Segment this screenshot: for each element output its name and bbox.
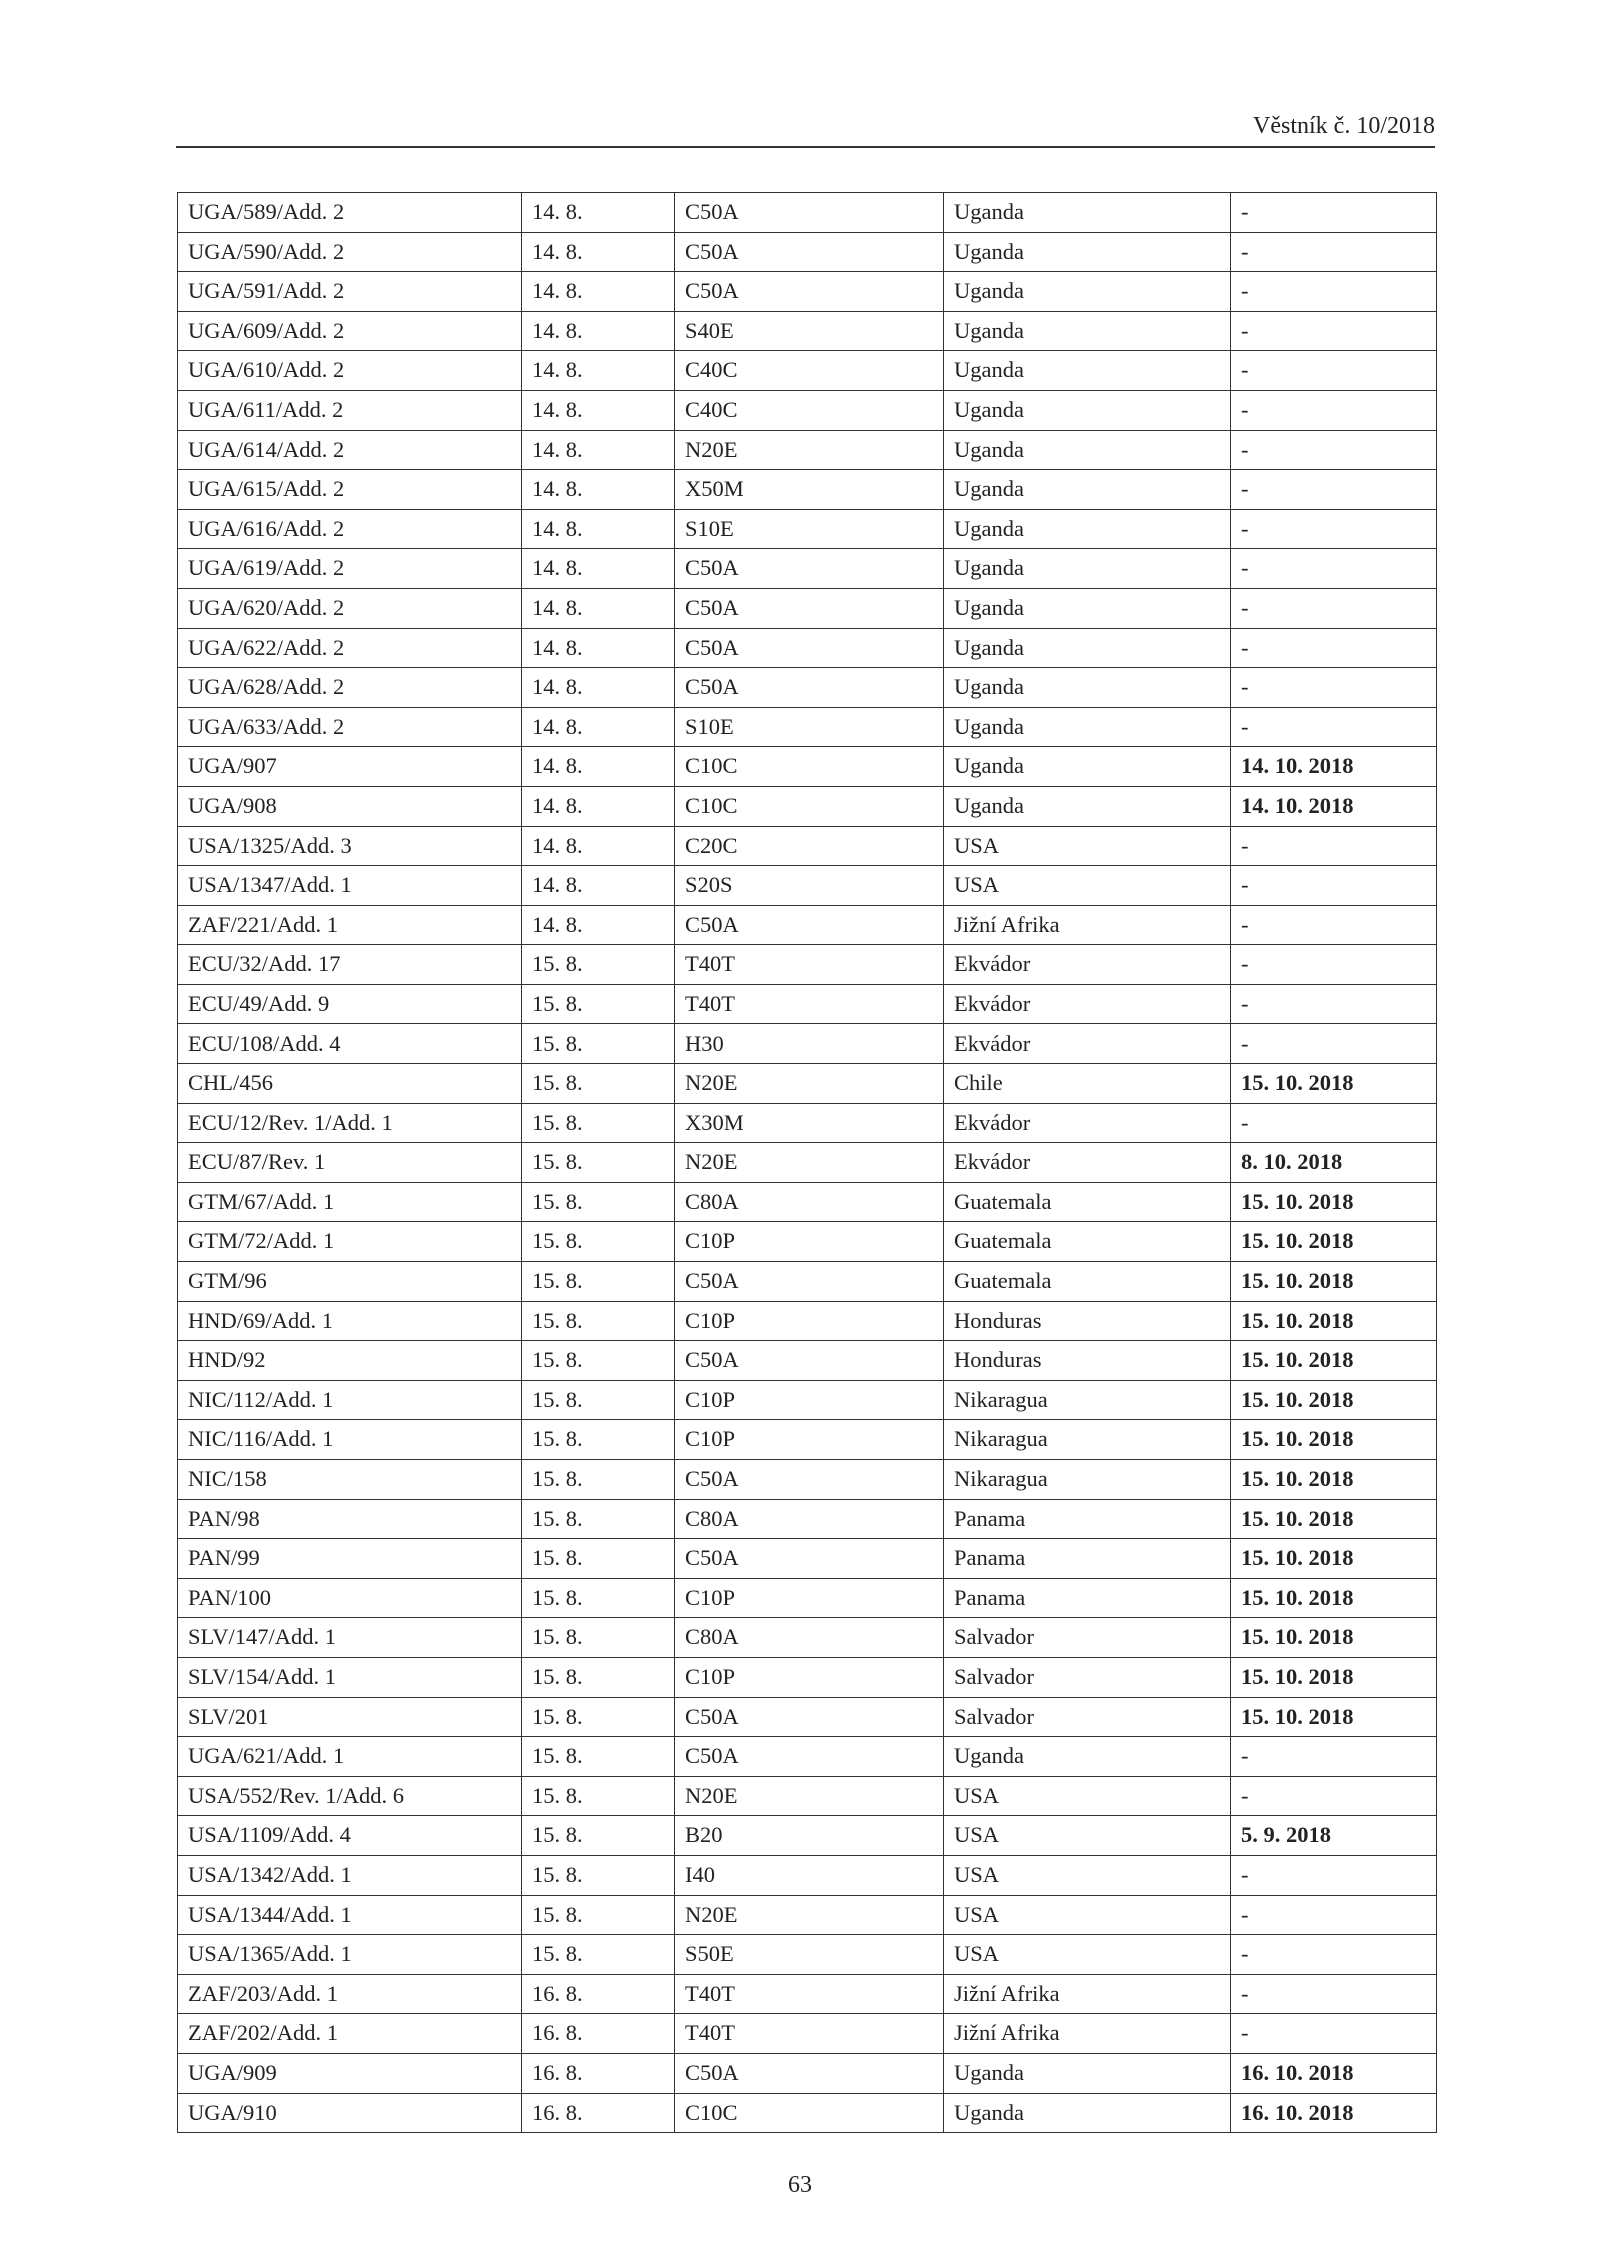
deadline-cell: - [1231,1103,1437,1143]
table-row [178,1697,1437,1737]
deadline-cell: 15. 10. 2018 [1231,1657,1437,1697]
code-cell: C10C [675,786,944,826]
code-cell: C50A [675,1262,944,1302]
page-header [176,112,1435,148]
code-cell: C10P [675,1578,944,1618]
date-cell: 15. 8. [522,1776,675,1816]
document-cell: ZAF/221/Add. 1 [178,905,522,945]
date-cell: 14. 8. [522,786,675,826]
document-cell: GTM/96 [178,1262,522,1302]
country-cell: Jižní Afrika [944,1974,1231,2014]
deadline-cell: - [1231,272,1437,312]
table-row [178,1578,1437,1618]
code-cell: T40T [675,2014,944,2054]
deadline-cell: 15. 10. 2018 [1231,1420,1437,1460]
document-cell: UGA/620/Add. 2 [178,588,522,628]
table-row [178,1499,1437,1539]
date-cell: 15. 8. [522,1262,675,1302]
table-row [178,1776,1437,1816]
code-cell: X30M [675,1103,944,1143]
table-row [178,1262,1437,1302]
table-row [178,1420,1437,1460]
document-cell: ZAF/203/Add. 1 [178,1974,522,2014]
code-cell: C10P [675,1301,944,1341]
code-cell: C40C [675,390,944,430]
code-cell: N20E [675,1064,944,1104]
country-cell: Panama [944,1578,1231,1618]
date-cell: 15. 8. [522,1420,675,1460]
code-cell: N20E [675,430,944,470]
country-cell: USA [944,826,1231,866]
table-row [178,509,1437,549]
deadline-cell: 15. 10. 2018 [1231,1618,1437,1658]
date-cell: 14. 8. [522,351,675,391]
date-cell: 14. 8. [522,668,675,708]
table-row [178,2014,1437,2054]
code-cell: C50A [675,1539,944,1579]
country-cell: Uganda [944,668,1231,708]
document-cell: NIC/116/Add. 1 [178,1420,522,1460]
deadline-cell: 15. 10. 2018 [1231,1539,1437,1579]
deadline-cell: 16. 10. 2018 [1231,2093,1437,2133]
date-cell: 16. 8. [522,2014,675,2054]
deadline-cell: - [1231,588,1437,628]
deadline-cell: 14. 10. 2018 [1231,786,1437,826]
document-cell: USA/1365/Add. 1 [178,1935,522,1975]
table-row [178,984,1437,1024]
code-cell: T40T [675,945,944,985]
date-cell: 16. 8. [522,2093,675,2133]
document-cell: UGA/910 [178,2093,522,2133]
document-cell: UGA/621/Add. 1 [178,1737,522,1777]
code-cell: C10P [675,1380,944,1420]
deadline-cell: - [1231,549,1437,589]
document-cell: UGA/591/Add. 2 [178,272,522,312]
code-cell: C50A [675,272,944,312]
table-row [178,351,1437,391]
country-cell: Honduras [944,1301,1231,1341]
date-cell: 15. 8. [522,1539,675,1579]
document-cell: USA/1344/Add. 1 [178,1895,522,1935]
deadline-cell: - [1231,707,1437,747]
deadline-cell: - [1231,1895,1437,1935]
document-cell: PAN/98 [178,1499,522,1539]
deadline-cell: 8. 10. 2018 [1231,1143,1437,1183]
code-cell: C50A [675,905,944,945]
date-cell: 15. 8. [522,1855,675,1895]
table-row [178,1024,1437,1064]
code-cell: C10P [675,1222,944,1262]
document-cell: USA/552/Rev. 1/Add. 6 [178,1776,522,1816]
notification-table [177,192,1437,2133]
deadline-cell: - [1231,1024,1437,1064]
date-cell: 14. 8. [522,311,675,351]
document-cell: ZAF/202/Add. 1 [178,2014,522,2054]
table-row [178,1143,1437,1183]
deadline-cell: - [1231,1974,1437,2014]
country-cell: Salvador [944,1697,1231,1737]
code-cell: S10E [675,707,944,747]
code-cell: C50A [675,232,944,272]
date-cell: 14. 8. [522,747,675,787]
table-row [178,1222,1437,1262]
code-cell: C50A [675,588,944,628]
country-cell: Salvador [944,1618,1231,1658]
country-cell: Uganda [944,747,1231,787]
deadline-cell: 5. 9. 2018 [1231,1816,1437,1856]
country-cell: Ekvádor [944,1143,1231,1183]
code-cell: S10E [675,509,944,549]
document-cell: ECU/32/Add. 17 [178,945,522,985]
deadline-cell: 15. 10. 2018 [1231,1341,1437,1381]
table-row [178,905,1437,945]
deadline-cell: 15. 10. 2018 [1231,1182,1437,1222]
document-cell: UGA/610/Add. 2 [178,351,522,391]
country-cell: Nikaragua [944,1420,1231,1460]
date-cell: 15. 8. [522,1143,675,1183]
date-cell: 14. 8. [522,509,675,549]
date-cell: 15. 8. [522,1103,675,1143]
document-cell: UGA/908 [178,786,522,826]
code-cell: C50A [675,2053,944,2093]
deadline-cell: 15. 10. 2018 [1231,1262,1437,1302]
deadline-cell: 15. 10. 2018 [1231,1222,1437,1262]
code-cell: C50A [675,668,944,708]
date-cell: 15. 8. [522,1895,675,1935]
document-cell: UGA/628/Add. 2 [178,668,522,708]
country-cell: USA [944,1855,1231,1895]
country-cell: USA [944,1935,1231,1975]
deadline-cell: 15. 10. 2018 [1231,1578,1437,1618]
document-cell: USA/1325/Add. 3 [178,826,522,866]
deadline-cell: - [1231,390,1437,430]
code-cell: C50A [675,1460,944,1500]
date-cell: 15. 8. [522,1024,675,1064]
country-cell: Uganda [944,311,1231,351]
table-row [178,272,1437,312]
date-cell: 14. 8. [522,588,675,628]
date-cell: 15. 8. [522,945,675,985]
date-cell: 14. 8. [522,826,675,866]
country-cell: Salvador [944,1657,1231,1697]
table-row [178,1064,1437,1104]
date-cell: 14. 8. [522,628,675,668]
code-cell: B20 [675,1816,944,1856]
table-body [178,193,1437,2133]
deadline-cell: - [1231,1855,1437,1895]
table-row [178,1103,1437,1143]
table-row [178,1737,1437,1777]
date-cell: 15. 8. [522,1222,675,1262]
table-row [178,588,1437,628]
code-cell: N20E [675,1895,944,1935]
document-cell: UGA/614/Add. 2 [178,430,522,470]
country-cell: Uganda [944,430,1231,470]
document-cell: UGA/589/Add. 2 [178,193,522,233]
deadline-cell: - [1231,945,1437,985]
document-cell: HND/69/Add. 1 [178,1301,522,1341]
country-cell: Uganda [944,351,1231,391]
code-cell: S20S [675,866,944,906]
deadline-cell: - [1231,430,1437,470]
country-cell: Uganda [944,2093,1231,2133]
document-cell: PAN/100 [178,1578,522,1618]
deadline-cell: - [1231,509,1437,549]
document-cell: UGA/633/Add. 2 [178,707,522,747]
date-cell: 14. 8. [522,272,675,312]
country-cell: Uganda [944,786,1231,826]
date-cell: 15. 8. [522,1182,675,1222]
table-row [178,866,1437,906]
country-cell: USA [944,1816,1231,1856]
document-cell: ECU/108/Add. 4 [178,1024,522,1064]
country-cell: Uganda [944,588,1231,628]
document-cell: USA/1347/Add. 1 [178,866,522,906]
table-row [178,1895,1437,1935]
date-cell: 15. 8. [522,1341,675,1381]
table-row [178,1816,1437,1856]
deadline-cell: 14. 10. 2018 [1231,747,1437,787]
code-cell: C50A [675,549,944,589]
code-cell: C10P [675,1657,944,1697]
journal-title: Věstník č. 10/2018 [1253,113,1435,139]
country-cell: Uganda [944,193,1231,233]
country-cell: Nikaragua [944,1380,1231,1420]
document-cell: GTM/72/Add. 1 [178,1222,522,1262]
date-cell: 15. 8. [522,1657,675,1697]
country-cell: Nikaragua [944,1460,1231,1500]
code-cell: T40T [675,1974,944,2014]
country-cell: Guatemala [944,1182,1231,1222]
date-cell: 15. 8. [522,1697,675,1737]
deadline-cell: - [1231,351,1437,391]
table-row [178,1182,1437,1222]
country-cell: Uganda [944,232,1231,272]
date-cell: 14. 8. [522,905,675,945]
code-cell: I40 [675,1855,944,1895]
document-cell: SLV/154/Add. 1 [178,1657,522,1697]
document-cell: HND/92 [178,1341,522,1381]
deadline-cell: 16. 10. 2018 [1231,2053,1437,2093]
deadline-cell: - [1231,1935,1437,1975]
document-cell: SLV/201 [178,1697,522,1737]
code-cell: T40T [675,984,944,1024]
table-row [178,668,1437,708]
deadline-cell: 15. 10. 2018 [1231,1380,1437,1420]
country-cell: Uganda [944,509,1231,549]
table-row [178,707,1437,747]
country-cell: Ekvádor [944,984,1231,1024]
date-cell: 15. 8. [522,1578,675,1618]
table-row [178,747,1437,787]
date-cell: 15. 8. [522,1499,675,1539]
code-cell: C50A [675,628,944,668]
code-cell: C10C [675,747,944,787]
deadline-cell: - [1231,311,1437,351]
document-cell: ECU/12/Rev. 1/Add. 1 [178,1103,522,1143]
country-cell: Panama [944,1499,1231,1539]
code-cell: C50A [675,1341,944,1381]
date-cell: 14. 8. [522,430,675,470]
document-cell: UGA/611/Add. 2 [178,390,522,430]
document-cell: ECU/87/Rev. 1 [178,1143,522,1183]
code-cell: N20E [675,1776,944,1816]
deadline-cell: 15. 10. 2018 [1231,1301,1437,1341]
date-cell: 15. 8. [522,1618,675,1658]
country-cell: Guatemala [944,1222,1231,1262]
code-cell: H30 [675,1024,944,1064]
table-row [178,1301,1437,1341]
table-row [178,390,1437,430]
country-cell: Uganda [944,470,1231,510]
deadline-cell: - [1231,1776,1437,1816]
code-cell: C40C [675,351,944,391]
deadline-cell: - [1231,2014,1437,2054]
date-cell: 14. 8. [522,232,675,272]
table-row [178,193,1437,233]
country-cell: Uganda [944,272,1231,312]
code-cell: C50A [675,1737,944,1777]
country-cell: Uganda [944,549,1231,589]
code-cell: C80A [675,1182,944,1222]
table-row [178,1460,1437,1500]
date-cell: 14. 8. [522,193,675,233]
country-cell: Guatemala [944,1262,1231,1302]
code-cell: S50E [675,1935,944,1975]
document-cell: ECU/49/Add. 9 [178,984,522,1024]
table-row [178,430,1437,470]
country-cell: Ekvádor [944,1024,1231,1064]
date-cell: 15. 8. [522,1460,675,1500]
deadline-cell: 15. 10. 2018 [1231,1064,1437,1104]
deadline-cell: 15. 10. 2018 [1231,1697,1437,1737]
date-cell: 15. 8. [522,1301,675,1341]
country-cell: Honduras [944,1341,1231,1381]
deadline-cell: - [1231,193,1437,233]
country-cell: USA [944,1895,1231,1935]
table-row [178,2093,1437,2133]
table-row [178,1341,1437,1381]
country-cell: Chile [944,1064,1231,1104]
country-cell: USA [944,1776,1231,1816]
deadline-cell: - [1231,628,1437,668]
table-row [178,1657,1437,1697]
country-cell: Jižní Afrika [944,905,1231,945]
document-cell: CHL/456 [178,1064,522,1104]
table-row [178,1539,1437,1579]
table-row [178,1974,1437,2014]
deadline-cell: - [1231,470,1437,510]
document-cell: UGA/907 [178,747,522,787]
date-cell: 15. 8. [522,1935,675,1975]
country-cell: Panama [944,1539,1231,1579]
country-cell: Jižní Afrika [944,2014,1231,2054]
deadline-cell: - [1231,984,1437,1024]
table-row [178,232,1437,272]
code-cell: X50M [675,470,944,510]
table-row [178,628,1437,668]
table-row [178,1855,1437,1895]
date-cell: 14. 8. [522,866,675,906]
table-row [178,311,1437,351]
code-cell: C80A [675,1618,944,1658]
date-cell: 15. 8. [522,1816,675,1856]
code-cell: C10C [675,2093,944,2133]
date-cell: 15. 8. [522,1737,675,1777]
deadline-cell: - [1231,232,1437,272]
date-cell: 16. 8. [522,2053,675,2093]
table-row [178,2053,1437,2093]
table-row [178,1380,1437,1420]
country-cell: Uganda [944,2053,1231,2093]
document-cell: GTM/67/Add. 1 [178,1182,522,1222]
document-cell: PAN/99 [178,1539,522,1579]
document-cell: UGA/909 [178,2053,522,2093]
deadline-cell: 15. 10. 2018 [1231,1499,1437,1539]
document-cell: SLV/147/Add. 1 [178,1618,522,1658]
table-row [178,549,1437,589]
date-cell: 14. 8. [522,390,675,430]
document-cell: UGA/622/Add. 2 [178,628,522,668]
code-cell: C10P [675,1420,944,1460]
code-cell: C50A [675,1697,944,1737]
document-cell: NIC/158 [178,1460,522,1500]
document-cell: NIC/112/Add. 1 [178,1380,522,1420]
table-row [178,786,1437,826]
deadline-cell: - [1231,668,1437,708]
table-row [178,826,1437,866]
document-cell: UGA/609/Add. 2 [178,311,522,351]
date-cell: 15. 8. [522,984,675,1024]
date-cell: 14. 8. [522,549,675,589]
document-cell: UGA/590/Add. 2 [178,232,522,272]
date-cell: 14. 8. [522,470,675,510]
document-cell: UGA/616/Add. 2 [178,509,522,549]
document-cell: UGA/619/Add. 2 [178,549,522,589]
document-cell: USA/1109/Add. 4 [178,1816,522,1856]
table-row [178,470,1437,510]
country-cell: Ekvádor [944,1103,1231,1143]
table-row [178,1935,1437,1975]
deadline-cell: - [1231,866,1437,906]
country-cell: Uganda [944,707,1231,747]
country-cell: Uganda [944,390,1231,430]
deadline-cell: 15. 10. 2018 [1231,1460,1437,1500]
country-cell: Uganda [944,1737,1231,1777]
deadline-cell: - [1231,905,1437,945]
document-cell: USA/1342/Add. 1 [178,1855,522,1895]
deadline-cell: - [1231,1737,1437,1777]
code-cell: S40E [675,311,944,351]
code-cell: C80A [675,1499,944,1539]
deadline-cell: - [1231,826,1437,866]
code-cell: N20E [675,1143,944,1183]
page-number: 63 [788,2172,812,2198]
table-row [178,1618,1437,1658]
date-cell: 15. 8. [522,1064,675,1104]
table-row [178,945,1437,985]
date-cell: 16. 8. [522,1974,675,2014]
code-cell: C20C [675,826,944,866]
date-cell: 15. 8. [522,1380,675,1420]
country-cell: Ekvádor [944,945,1231,985]
code-cell: C50A [675,193,944,233]
document-cell: UGA/615/Add. 2 [178,470,522,510]
date-cell: 14. 8. [522,707,675,747]
country-cell: Uganda [944,628,1231,668]
country-cell: USA [944,866,1231,906]
